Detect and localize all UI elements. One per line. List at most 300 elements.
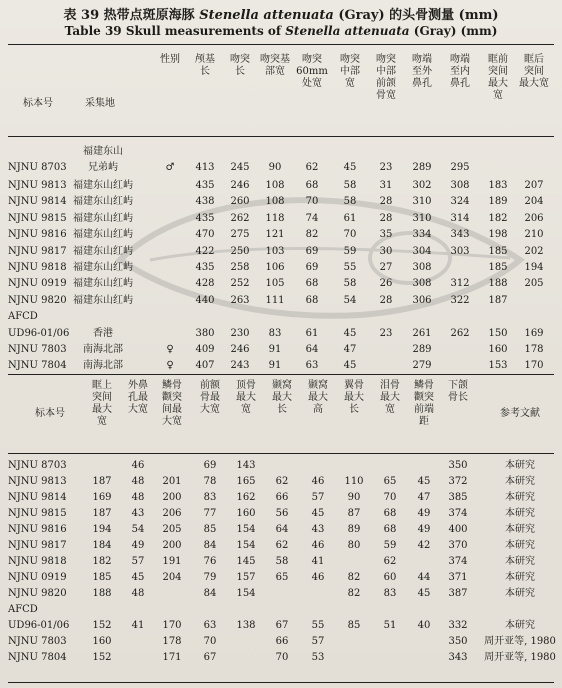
t1-header-line: 突间 [488, 66, 508, 77]
t2-header-line: 前额 [200, 380, 220, 391]
t2-header-line: 颧突 [162, 392, 182, 403]
measurement-value: 46 [311, 476, 325, 487]
measurement-value: 48 [131, 588, 145, 599]
measurement-value: 160 [236, 508, 256, 519]
reference: 本研究 [505, 620, 535, 631]
measurement-value: 169 [524, 327, 544, 339]
measurement-value: 200 [162, 540, 182, 551]
measurement-value: 82 [347, 588, 361, 599]
measurement-value: 65 [275, 572, 289, 583]
measurement-value: 407 [195, 360, 215, 372]
specimen-id: NJNU 9817 [8, 245, 67, 257]
measurement-value: 82 [305, 229, 319, 241]
measurement-value: 58 [275, 556, 289, 567]
t1-header-line: 长 [200, 66, 210, 77]
measurement-value: 152 [92, 620, 112, 631]
t2-header-col-12 [494, 408, 546, 420]
table1-row [8, 261, 554, 277]
measurement-value: 263 [230, 294, 250, 306]
measurement-value: 79 [203, 572, 217, 583]
locality: 福建东山红屿 [73, 229, 133, 241]
specimen-id: NJNU 9815 [8, 212, 67, 224]
reference: 本研究 [505, 524, 535, 535]
reference: 本研究 [505, 460, 535, 471]
reference: 本研究 [505, 572, 535, 583]
table2-header-rule [8, 453, 554, 454]
measurement-value: 314 [450, 212, 470, 224]
measurement-value: 170 [524, 360, 544, 372]
t2-header-line: 距 [419, 416, 429, 427]
measurement-value: 60 [383, 572, 397, 583]
measurement-value: 334 [412, 229, 432, 241]
reference: 本研究 [505, 556, 535, 567]
measurement-value: 64 [275, 524, 289, 535]
measurement-value: 306 [412, 294, 432, 306]
measurement-value: 261 [412, 327, 432, 339]
measurement-value: 145 [236, 556, 256, 567]
t1-header-line: 突间 [524, 66, 544, 77]
measurement-value: 200 [162, 492, 182, 503]
measurement-value: 28 [379, 294, 393, 306]
t1-header-line: 最大宽 [519, 78, 549, 89]
t1-header-line: 性别 [160, 54, 180, 65]
locality: 福建东山红屿 [73, 294, 133, 306]
measurement-value: 121 [265, 229, 285, 241]
measurement-value: 28 [379, 196, 393, 208]
measurement-value: 54 [131, 524, 145, 535]
table1-header-rule [8, 136, 554, 137]
locality: 香港 [93, 327, 113, 339]
measurement-value: 350 [448, 636, 468, 647]
table1-row [8, 310, 554, 326]
measurement-value: 54 [343, 294, 357, 306]
measurement-value: 380 [195, 327, 215, 339]
t2-header-line: 鳞骨 [414, 380, 434, 391]
measurement-value: 243 [230, 360, 250, 372]
measurement-value: 279 [412, 360, 432, 372]
t2-header-line: 外鼻 [128, 380, 148, 391]
measurement-value: 82 [347, 572, 361, 583]
measurement-value: 53 [311, 652, 325, 663]
measurement-value: 46 [311, 540, 325, 551]
table1-row [8, 145, 554, 179]
locality: 福建东山红屿 [73, 180, 133, 191]
measurement-value: 194 [524, 261, 544, 273]
measurement-value: 154 [236, 524, 256, 535]
measurement-value: 303 [450, 245, 470, 257]
t2-header-line: 宽 [241, 404, 251, 415]
t2-header-line: 大宽 [200, 404, 220, 415]
measurement-value: 48 [131, 476, 145, 487]
measurement-value: 40 [417, 620, 431, 631]
measurement-value: 438 [195, 196, 215, 208]
measurement-value: 185 [92, 572, 112, 583]
measurement-value: 343 [448, 652, 468, 663]
reference: 周开亚等, 1980 [484, 636, 556, 647]
measurement-value: 182 [488, 212, 508, 224]
measurement-value: 69 [203, 460, 217, 471]
t2-header-col-11 [432, 380, 484, 404]
measurement-value: 47 [343, 343, 357, 355]
measurement-value: 43 [311, 524, 325, 535]
specimen-id: NJNU 9818 [8, 556, 67, 567]
measurement-value: 111 [265, 294, 285, 306]
t1-header-line: 吻端 [450, 54, 470, 65]
t2-header-line: 下颌 [448, 380, 468, 391]
locality: 南海北部 [83, 343, 123, 355]
measurement-value: 322 [450, 294, 470, 306]
measurement-value: 49 [131, 540, 145, 551]
table2-row [8, 475, 554, 491]
t2-header-line: 最大 [236, 392, 256, 403]
t2-header-line: 参考文献 [500, 408, 540, 419]
measurement-value: 308 [450, 180, 470, 191]
measurement-value: 206 [162, 508, 182, 519]
table2-row [8, 651, 554, 667]
measurement-value: 143 [236, 460, 256, 471]
measurement-value: 68 [305, 180, 319, 191]
measurement-value: 46 [131, 460, 145, 471]
measurement-value: 371 [448, 572, 468, 583]
measurement-value: 440 [195, 294, 215, 306]
measurement-value: 204 [524, 196, 544, 208]
measurement-value: 304 [412, 245, 432, 257]
measurement-value: 202 [524, 245, 544, 257]
measurement-value: 191 [162, 556, 182, 567]
table1-row [8, 343, 554, 359]
measurement-value: 205 [524, 278, 544, 290]
t1-header-line: 鼻孔 [412, 78, 432, 89]
specimen-id: NJNU 9814 [8, 492, 67, 503]
measurement-value: 182 [92, 556, 112, 567]
locality: 福建东山红屿 [73, 261, 133, 273]
measurement-value: 312 [450, 278, 470, 290]
specimen-id: NJNU 7803 [8, 343, 67, 355]
t1-header-line: 骨宽 [376, 90, 396, 101]
measurement-value: 57 [311, 636, 325, 647]
t2-header-line: 长 [349, 404, 359, 415]
measurement-value: 55 [343, 261, 357, 273]
measurement-value: 45 [343, 360, 357, 372]
measurement-value: 90 [347, 492, 361, 503]
specimen-id: UD96-01/06 [8, 327, 70, 339]
t2-header-line: 宽 [97, 416, 107, 427]
t1-header-col-0 [12, 98, 64, 110]
t2-header-line: 颧突 [414, 392, 434, 403]
measurement-value: 27 [379, 261, 393, 273]
measurement-value: 62 [383, 556, 397, 567]
measurement-value: 152 [92, 652, 112, 663]
measurement-value: 91 [268, 343, 282, 355]
measurement-value: 61 [305, 327, 319, 339]
measurement-value: 246 [230, 343, 250, 355]
measurement-value: 41 [311, 556, 325, 567]
measurement-value: 85 [203, 524, 217, 535]
measurement-value: 262 [450, 327, 470, 339]
t1-header-line: 处宽 [302, 78, 322, 89]
specimen-id: NJNU 9820 [8, 588, 67, 599]
locality: 福建东山红屿 [73, 245, 133, 257]
table2-row [8, 619, 554, 635]
t2-header-line: 最大 [272, 392, 292, 403]
measurement-value: 118 [265, 212, 285, 224]
measurement-value: 30 [379, 245, 393, 257]
measurement-value: 31 [379, 180, 393, 191]
measurement-value: 108 [265, 180, 285, 191]
measurement-value: 77 [203, 508, 217, 519]
measurement-value: 45 [417, 476, 431, 487]
t2-header-line: 前端 [414, 404, 434, 415]
table2-row [8, 539, 554, 555]
measurement-value: 201 [162, 476, 182, 487]
measurement-value: 70 [203, 636, 217, 647]
measurement-value: 169 [92, 492, 112, 503]
measurement-value: 42 [417, 540, 431, 551]
table1-row [8, 277, 554, 293]
t2-header-line: 孔最 [128, 392, 148, 403]
measurement-value: 250 [230, 245, 250, 257]
specimen-id: NJNU 7804 [8, 360, 67, 372]
t2-header-line: 大宽 [128, 404, 148, 415]
measurement-value: 64 [305, 343, 319, 355]
specimen-id: NJNU 9820 [8, 294, 67, 306]
measurement-value: 198 [488, 229, 508, 241]
measurement-value: 70 [305, 196, 319, 208]
measurement-value: 409 [195, 343, 215, 355]
measurement-value: 70 [343, 229, 357, 241]
measurement-value: 105 [265, 278, 285, 290]
table1-row [8, 327, 554, 343]
t1-header-line: 吻突 [230, 54, 250, 65]
reference: 本研究 [505, 540, 535, 551]
measurement-value: 162 [236, 492, 256, 503]
measurement-value: 428 [195, 278, 215, 290]
t2-header-line: 高 [313, 404, 323, 415]
measurement-value: 70 [275, 652, 289, 663]
table2-row [8, 571, 554, 587]
measurement-value: 187 [92, 476, 112, 487]
measurement-value: 67 [203, 652, 217, 663]
measurement-value: 68 [305, 278, 319, 290]
t1-header-line: 60mm [296, 66, 328, 77]
measurement-value: 230 [230, 327, 250, 339]
measurement-value: 165 [236, 476, 256, 487]
t2-header-line: 翼骨 [344, 380, 364, 391]
measurement-value: 374 [448, 508, 468, 519]
measurement-value: 413 [195, 162, 215, 173]
measurement-value: 58 [343, 278, 357, 290]
measurement-value: 188 [92, 588, 112, 599]
t2-header-line: 眶上 [92, 380, 112, 391]
specimen-id: NJNU 9813 [8, 476, 67, 487]
table2-row [8, 459, 554, 475]
table-bottom-rule [8, 682, 554, 683]
measurement-value: 435 [195, 261, 215, 273]
measurement-value: 44 [417, 572, 431, 583]
t2-header-line: 最大 [344, 392, 364, 403]
t2-header-line: 泪骨 [380, 380, 400, 391]
table1-row [8, 212, 554, 228]
t1-header-line: 鼻孔 [450, 78, 470, 89]
t1-header-line: 吻突 [302, 54, 322, 65]
measurement-value: 58 [343, 196, 357, 208]
reference: 本研究 [505, 508, 535, 519]
t1-header-line: 采集地 [85, 98, 115, 109]
t2-header-line: 间最 [162, 404, 182, 415]
t2-header-line: 最大 [308, 392, 328, 403]
table1-body [8, 145, 554, 376]
table-top-rule [8, 44, 554, 45]
measurement-value: 78 [203, 476, 217, 487]
table1-row [8, 245, 554, 261]
reference: 周开亚等, 1980 [484, 652, 556, 663]
t1-header-line: 宽 [493, 90, 503, 101]
t1-header-col-1 [74, 98, 126, 110]
measurement-value: 84 [203, 588, 217, 599]
measurement-value: 108 [265, 196, 285, 208]
measurement-value: 258 [230, 261, 250, 273]
measurement-value: 246 [230, 180, 250, 191]
t2-header-line: 颞窝 [308, 380, 328, 391]
t1-header-line: 中部 [376, 66, 396, 77]
measurement-value: 66 [275, 492, 289, 503]
measurement-value: 374 [448, 556, 468, 567]
table2-top-rule [8, 374, 554, 375]
specimen-id: NJNU 7804 [8, 652, 67, 663]
t2-header-line: 标本号 [35, 408, 65, 419]
measurement-value: 470 [195, 229, 215, 241]
measurement-value: 207 [524, 180, 544, 191]
measurement-value: 252 [230, 278, 250, 290]
measurement-value: 308 [412, 261, 432, 273]
locality: 福建东山红屿 [73, 212, 133, 224]
measurement-value: 310 [412, 196, 432, 208]
t1-header-line: 吻突 [376, 54, 396, 65]
t2-header-line: 突间 [92, 392, 112, 403]
measurement-value: 43 [131, 508, 145, 519]
measurement-value: 184 [92, 540, 112, 551]
measurement-value: 308 [412, 278, 432, 290]
measurement-value: 45 [311, 508, 325, 519]
measurement-value: 45 [343, 162, 357, 173]
t2-header-line: 最大 [380, 392, 400, 403]
reference: 本研究 [505, 476, 535, 487]
specimen-id: NJNU 0919 [8, 572, 67, 583]
locality: 福建东山红屿 [73, 278, 133, 290]
measurement-value: 23 [379, 162, 393, 173]
reference: 本研究 [505, 588, 535, 599]
table2-row [8, 587, 554, 603]
measurement-value: 83 [268, 327, 282, 339]
t1-header-line: 前颌 [376, 78, 396, 89]
specimen-id: NJNU 9813 [8, 180, 67, 191]
measurement-value: 49 [417, 524, 431, 535]
measurement-value: 289 [412, 162, 432, 173]
specimen-id: NJNU 8703 [8, 162, 67, 173]
measurement-value: 84 [203, 540, 217, 551]
specimen-id: UD96-01/06 [8, 620, 70, 631]
t2-header-line: 鳞骨 [162, 380, 182, 391]
t2-header-col-0 [24, 408, 76, 420]
measurement-value: 26 [379, 278, 393, 290]
measurement-value: 87 [347, 508, 361, 519]
locality: 福建东山 [83, 146, 123, 157]
measurement-value: 150 [488, 327, 508, 339]
measurement-value: 370 [448, 540, 468, 551]
measurement-value: 138 [236, 620, 256, 631]
measurement-value: 110 [344, 476, 364, 487]
measurement-value: 61 [343, 212, 357, 224]
measurement-value: 48 [131, 492, 145, 503]
t1-header-line: 至内 [450, 66, 470, 77]
t2-header-line: 顶骨 [236, 380, 256, 391]
measurement-value: 194 [92, 524, 112, 535]
measurement-value: 171 [162, 652, 182, 663]
specimen-id: AFCD [8, 311, 38, 323]
locality-line2: 兄弟屿 [88, 162, 118, 173]
specimen-id: NJNU 7803 [8, 636, 67, 647]
measurement-value: 106 [265, 261, 285, 273]
specimen-id: NJNU 9816 [8, 229, 67, 241]
measurement-value: 385 [448, 492, 468, 503]
measurement-value: 289 [412, 343, 432, 355]
measurement-value: 76 [203, 556, 217, 567]
measurement-value: 67 [275, 620, 289, 631]
measurement-value: 47 [417, 492, 431, 503]
measurement-value: 103 [265, 245, 285, 257]
table2-body [8, 459, 554, 667]
measurement-value: 245 [230, 162, 250, 173]
measurement-value: 59 [383, 540, 397, 551]
measurement-value: 23 [379, 327, 393, 339]
measurement-value: 324 [450, 196, 470, 208]
measurement-value: 90 [268, 162, 282, 173]
measurement-value: 170 [162, 620, 182, 631]
measurement-value: 332 [448, 620, 468, 631]
measurement-value: 56 [275, 508, 289, 519]
measurement-value: 183 [488, 180, 508, 191]
specimen-id: NJNU 9817 [8, 540, 67, 551]
measurement-value: 205 [162, 524, 182, 535]
measurement-value: 57 [131, 556, 145, 567]
measurement-value: 178 [162, 636, 182, 647]
table1-row [8, 195, 554, 211]
measurement-value: 70 [383, 492, 397, 503]
measurement-value: 204 [162, 572, 182, 583]
t1-header-col-12 [508, 54, 560, 90]
measurement-value: 83 [383, 588, 397, 599]
table2-row [8, 555, 554, 571]
table1-row [8, 228, 554, 244]
reference: 本研究 [505, 492, 535, 503]
t1-header-line: 部宽 [265, 66, 285, 77]
measurement-value: 435 [195, 180, 215, 191]
t1-header-line: 宽 [345, 78, 355, 89]
measurement-value: 45 [343, 327, 357, 339]
t2-header-line: 长 [277, 404, 287, 415]
t1-header-line: 眶前 [488, 54, 508, 65]
measurement-value: 66 [275, 636, 289, 647]
specimen-id: AFCD [8, 604, 38, 615]
measurement-value: 35 [379, 229, 393, 241]
measurement-value: 62 [275, 476, 289, 487]
measurement-value: 302 [412, 180, 432, 191]
measurement-value: 63 [305, 360, 319, 372]
measurement-value: 69 [305, 261, 319, 273]
measurement-value: 85 [347, 620, 361, 631]
table-title-chinese: 表 39 热带点斑原海豚 Stenella attenuata (Gray) 的头骨测量 (mm) [63, 8, 499, 23]
table-title-english: Table 39 Skull measurements of Stenella attenuata (Gray) (mm) [64, 24, 498, 38]
